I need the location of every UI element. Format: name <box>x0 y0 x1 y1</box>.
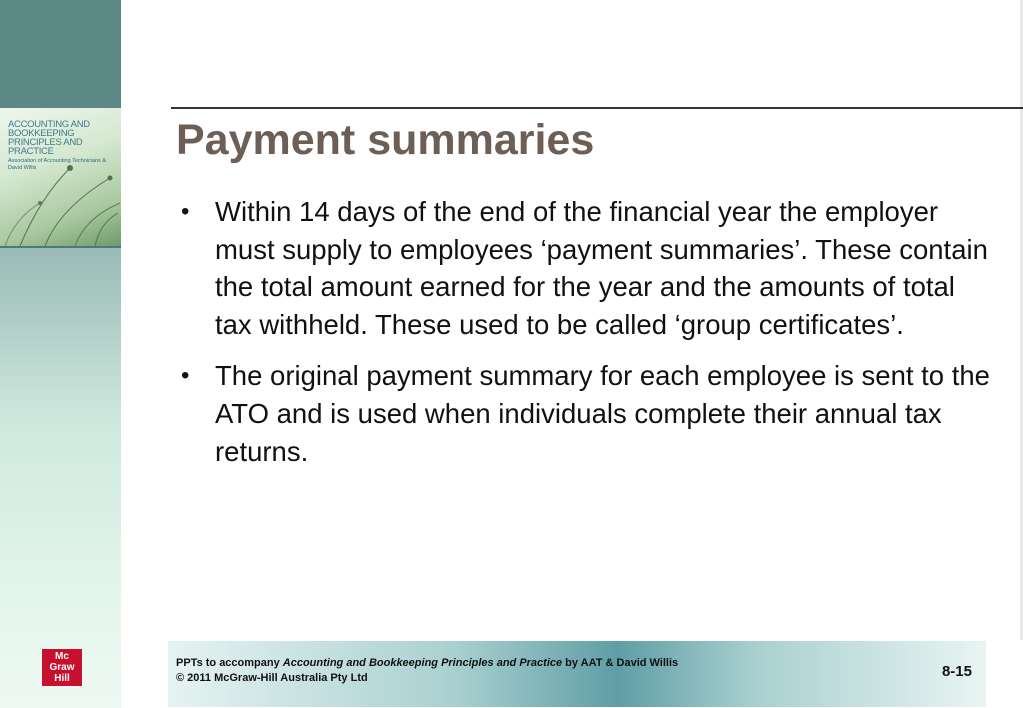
book-cover-image <box>0 108 121 246</box>
footer-copyright: © 2011 McGraw-Hill Australia Pty Ltd <box>176 672 368 684</box>
bullet-item <box>178 193 998 343</box>
title-rule <box>171 107 1023 109</box>
sidebar-divider <box>0 246 121 248</box>
logo-line: Graw <box>49 662 75 673</box>
sidebar <box>0 0 121 708</box>
cover-subtitle: Association of Accounting Technicians & David Willis <box>8 158 107 171</box>
footer-authors: by AAT & David Willis <box>562 657 679 669</box>
cover-title: ACCOUNTING AND BOOKKEEPING PRINCIPLES AND PRACTICE <box>8 119 90 157</box>
logo-line: Hill <box>54 673 70 684</box>
footer-book-title: Accounting and Bookkeeping Principles and Practice <box>282 657 563 669</box>
sidebar-header-band <box>0 0 121 108</box>
bullet-text: Within 14 days of the end of the financial year the employer must supply to employees ‘payment summaries’. These contain the total amount earned for the year and the amounts of total tax withheld. These used to be called ‘group certificates’. <box>215 196 988 340</box>
footer-bar <box>168 641 986 707</box>
mcgraw-hill-logo <box>42 649 82 686</box>
bullet-list <box>178 193 998 484</box>
footer-prefix: PPTs to accompany <box>176 657 283 669</box>
bullet-text: The original payment summary for each employee is sent to the ATO and is used when individuals complete their annual tax returns. <box>215 360 990 467</box>
bullet-item <box>178 357 998 470</box>
logo-line: Mc <box>55 651 69 662</box>
slide-number: 8-15 <box>941 663 972 680</box>
bullet-marker: • <box>181 362 190 390</box>
footer-credits <box>176 656 678 686</box>
slide-title: Payment summaries <box>176 116 595 164</box>
bullet-marker: • <box>181 198 190 225</box>
